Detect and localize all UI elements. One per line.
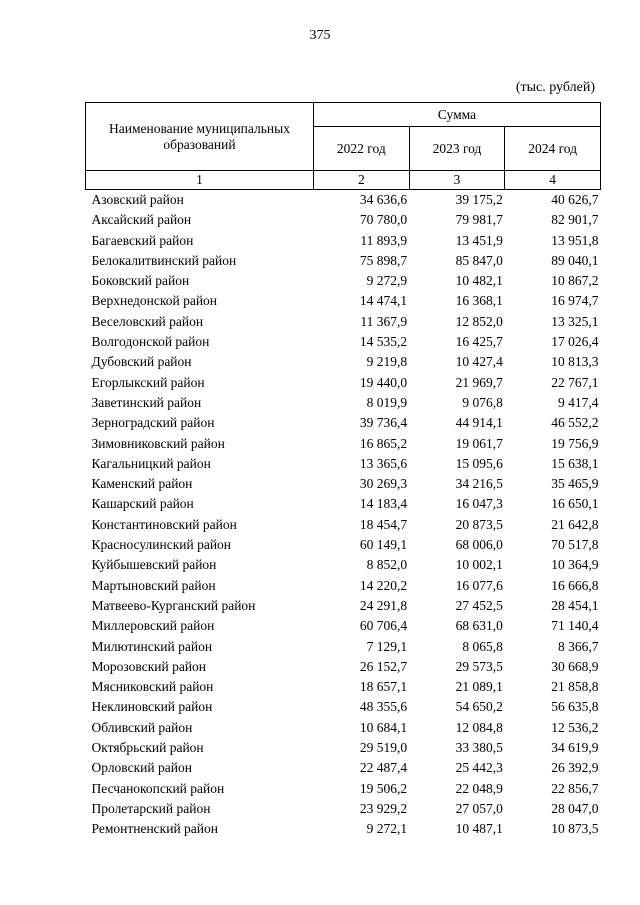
value-2023: 21 969,7: [455, 374, 503, 390]
table-row: [86, 596, 601, 616]
table-row: [86, 779, 601, 799]
value-2024: 89 040,1: [551, 252, 599, 268]
value-2023: 20 873,5: [455, 516, 503, 532]
table-row: [86, 251, 601, 271]
units-label: (тыс. рублей): [515, 80, 595, 95]
value-2022: 30 269,3: [359, 476, 408, 492]
table-row: [86, 474, 601, 494]
value-2024: 13 325,1: [551, 313, 599, 329]
municipality-column-header: Наименование муниципальных образований: [86, 103, 314, 171]
municipality-name: Дубовский район: [91, 354, 192, 370]
value-2024: 28 047,0: [551, 800, 599, 816]
value-2022: 8 852,0: [366, 557, 408, 573]
value-2022: 14 183,4: [359, 496, 408, 512]
value-2022: 48 355,6: [359, 699, 408, 715]
value-2022: 11 367,9: [360, 313, 408, 329]
sum-column-header: Сумма: [314, 103, 601, 127]
value-2024: 9 417,4: [557, 394, 599, 410]
column-number-2: 2: [314, 171, 410, 190]
value-2024: 12 536,2: [551, 719, 599, 735]
column-number-1: 1: [86, 171, 314, 190]
value-2023: 79 981,7: [455, 212, 503, 228]
municipality-name: Куйбышевский район: [91, 557, 217, 573]
municipality-name: Орловский район: [91, 760, 192, 776]
value-2022: 60 149,1: [359, 537, 408, 553]
table-row: [86, 657, 601, 677]
table-row: [86, 231, 601, 251]
municipality-name: Миллеровский район: [91, 618, 215, 634]
value-2023: 16 368,1: [455, 293, 503, 309]
municipality-name: Пролетарский район: [91, 800, 211, 816]
value-2024: 26 392,9: [551, 760, 599, 776]
value-2022: 9 272,1: [366, 821, 408, 837]
value-2024: 10 364,9: [551, 557, 599, 573]
table-row: [86, 190, 601, 211]
value-2023: 8 065,8: [462, 638, 503, 654]
municipality-name: Зерноградский район: [91, 415, 215, 431]
budget-table: [85, 102, 601, 840]
table-row: [86, 718, 601, 738]
value-2023: 16 077,6: [455, 577, 503, 593]
value-2024: 19 756,9: [551, 435, 599, 451]
value-2023: 13 451,9: [455, 232, 503, 248]
value-2022: 18 454,7: [359, 516, 408, 532]
municipality-name: Неклиновский район: [91, 699, 213, 715]
value-2022: 22 487,4: [359, 760, 408, 776]
value-2024: 22 767,1: [551, 374, 599, 390]
table-row: [86, 454, 601, 474]
value-2022: 16 865,2: [359, 435, 408, 451]
table-row: [86, 413, 601, 433]
municipality-name: Волгодонской район: [91, 334, 210, 350]
table-row: [86, 393, 601, 413]
value-2024: 8 366,7: [557, 638, 599, 654]
value-2024: 71 140,4: [551, 618, 599, 634]
value-2024: 10 873,5: [551, 821, 599, 837]
value-2024: 16 666,8: [551, 577, 599, 593]
value-2022: 60 706,4: [359, 618, 408, 634]
value-2024: 46 552,2: [551, 415, 599, 431]
municipality-name: Ремонтненский район: [91, 821, 218, 837]
value-2022: 29 519,0: [359, 740, 408, 756]
value-2022: 19 440,0: [359, 374, 408, 390]
value-2023: 33 380,5: [455, 740, 503, 756]
value-2024: 70 517,8: [551, 537, 599, 553]
value-2024: 82 901,7: [551, 212, 599, 228]
value-2024: 22 856,7: [551, 780, 599, 796]
value-2024: 35 465,9: [551, 476, 599, 492]
value-2023: 68 631,0: [455, 618, 503, 634]
value-2023: 10 487,1: [455, 821, 503, 837]
municipality-name: Мясниковский район: [91, 679, 214, 695]
value-2024: 28 454,1: [551, 597, 599, 613]
value-2022: 11 893,9: [360, 232, 408, 248]
value-2022: 24 291,8: [359, 597, 408, 613]
value-2023: 85 847,0: [455, 252, 503, 268]
value-2023: 44 914,1: [455, 415, 503, 431]
table-row: [86, 312, 601, 332]
value-2023: 16 425,7: [455, 334, 503, 350]
value-2022: 70 780,0: [359, 212, 408, 228]
municipality-name: Морозовский район: [91, 658, 207, 674]
value-2022: 7 129,1: [366, 638, 408, 654]
value-2023: 27 452,5: [455, 597, 503, 613]
year-2022-header: 2022 год: [314, 127, 410, 171]
value-2024: 16 974,7: [551, 293, 599, 309]
value-2022: 14 535,2: [359, 334, 408, 350]
value-2023: 12 084,8: [455, 719, 503, 735]
municipality-name: Белокалитвинский район: [91, 252, 237, 268]
municipality-name: Азовский район: [91, 192, 184, 207]
value-2022: 14 474,1: [359, 293, 408, 309]
municipality-name: Милютинский район: [91, 638, 213, 654]
table-row: [86, 271, 601, 291]
municipality-name: Обливский район: [91, 719, 193, 735]
value-2024: 10 867,2: [551, 273, 599, 289]
table-row: [86, 494, 601, 514]
value-2024: 15 638,1: [551, 455, 599, 471]
municipality-name: Багаевский район: [91, 232, 194, 248]
municipality-name: Зимовниковский район: [91, 435, 225, 451]
value-2022: 13 365,6: [359, 455, 408, 471]
value-2023: 15 095,6: [455, 455, 503, 471]
table-row: [86, 799, 601, 819]
value-2023: 10 002,1: [455, 557, 503, 573]
value-2024: 56 635,8: [551, 699, 599, 715]
value-2024: 40 626,7: [551, 192, 599, 207]
value-2024: 13 951,8: [551, 232, 599, 248]
value-2023: 10 482,1: [455, 273, 503, 289]
municipality-name: Константиновский район: [91, 516, 237, 532]
value-2024: 16 650,1: [551, 496, 599, 512]
value-2023: 29 573,5: [455, 658, 503, 674]
value-2022: 9 219,8: [366, 354, 408, 370]
municipality-name: Боковский район: [91, 273, 190, 289]
value-2022: 9 272,9: [366, 273, 408, 289]
value-2024: 21 642,8: [551, 516, 599, 532]
municipality-name: Егорлыкский район: [91, 374, 205, 390]
municipality-name: Песчанокопский район: [91, 780, 225, 796]
year-2024-header: 2024 год: [505, 127, 601, 171]
municipality-name: Каменский район: [91, 476, 193, 492]
value-2023: 22 048,9: [455, 780, 503, 796]
value-2023: 9 076,8: [462, 394, 503, 410]
municipality-name: Веселовский район: [91, 313, 204, 329]
table-row: [86, 555, 601, 575]
table-row: [86, 697, 601, 717]
municipality-name: Аксайский район: [91, 212, 192, 228]
table-body: [86, 190, 601, 840]
table-row: [86, 373, 601, 393]
value-2023: 25 442,3: [455, 760, 503, 776]
value-2023: 34 216,5: [455, 476, 503, 492]
value-2022: 23 929,2: [359, 800, 408, 816]
table-row: [86, 332, 601, 352]
table-row: [86, 352, 601, 372]
value-2022: 18 657,1: [359, 679, 408, 695]
municipality-name: Верхнедонской район: [91, 293, 218, 309]
table-row: [86, 434, 601, 454]
table-row: [86, 677, 601, 697]
column-number-4: 4: [505, 171, 601, 190]
value-2022: 39 736,4: [359, 415, 408, 431]
value-2023: 19 061,7: [455, 435, 503, 451]
value-2022: 34 636,6: [359, 192, 408, 207]
column-number-3: 3: [409, 171, 505, 190]
table-row: [86, 210, 601, 230]
value-2024: 30 668,9: [551, 658, 599, 674]
municipality-name: Заветинский район: [91, 394, 202, 410]
value-2023: 21 089,1: [455, 679, 503, 695]
year-2023-header: 2023 год: [409, 127, 505, 171]
table-row: [86, 515, 601, 535]
table-row: [86, 576, 601, 596]
value-2022: 10 684,1: [359, 719, 408, 735]
municipality-name: Матвеево-Курганский район: [91, 597, 256, 613]
value-2023: 68 006,0: [455, 537, 503, 553]
table-row: [86, 637, 601, 657]
table-row: [86, 819, 601, 839]
value-2023: 54 650,2: [455, 699, 503, 715]
municipality-name: Кагальницкий район: [91, 455, 211, 471]
table-row: [86, 758, 601, 778]
value-2023: 39 175,2: [455, 192, 503, 207]
value-2023: 16 047,3: [455, 496, 503, 512]
municipality-name: Кашарский район: [91, 496, 194, 512]
municipality-name: Красносулинский район: [91, 537, 232, 553]
value-2022: 8 019,9: [366, 394, 408, 410]
value-2022: 14 220,2: [359, 577, 408, 593]
value-2023: 12 852,0: [455, 313, 503, 329]
value-2024: 21 858,8: [551, 679, 599, 695]
table-header: [86, 103, 601, 190]
table-row: [86, 535, 601, 555]
value-2022: 19 506,2: [359, 780, 408, 796]
column-number-row: [86, 171, 601, 190]
municipality-name: Октябрьский район: [91, 740, 204, 756]
value-2024: 34 619,9: [551, 740, 599, 756]
municipality-name: Мартыновский район: [91, 577, 216, 593]
value-2023: 10 427,4: [455, 354, 503, 370]
table-row: [86, 616, 601, 636]
value-2022: 75 898,7: [359, 252, 408, 268]
value-2024: 10 813,3: [551, 354, 599, 370]
table-row: [86, 738, 601, 758]
value-2023: 27 057,0: [455, 800, 503, 816]
value-2022: 26 152,7: [359, 658, 408, 674]
page-number: 375: [309, 28, 331, 43]
table-row: [86, 291, 601, 311]
value-2024: 17 026,4: [551, 334, 599, 350]
